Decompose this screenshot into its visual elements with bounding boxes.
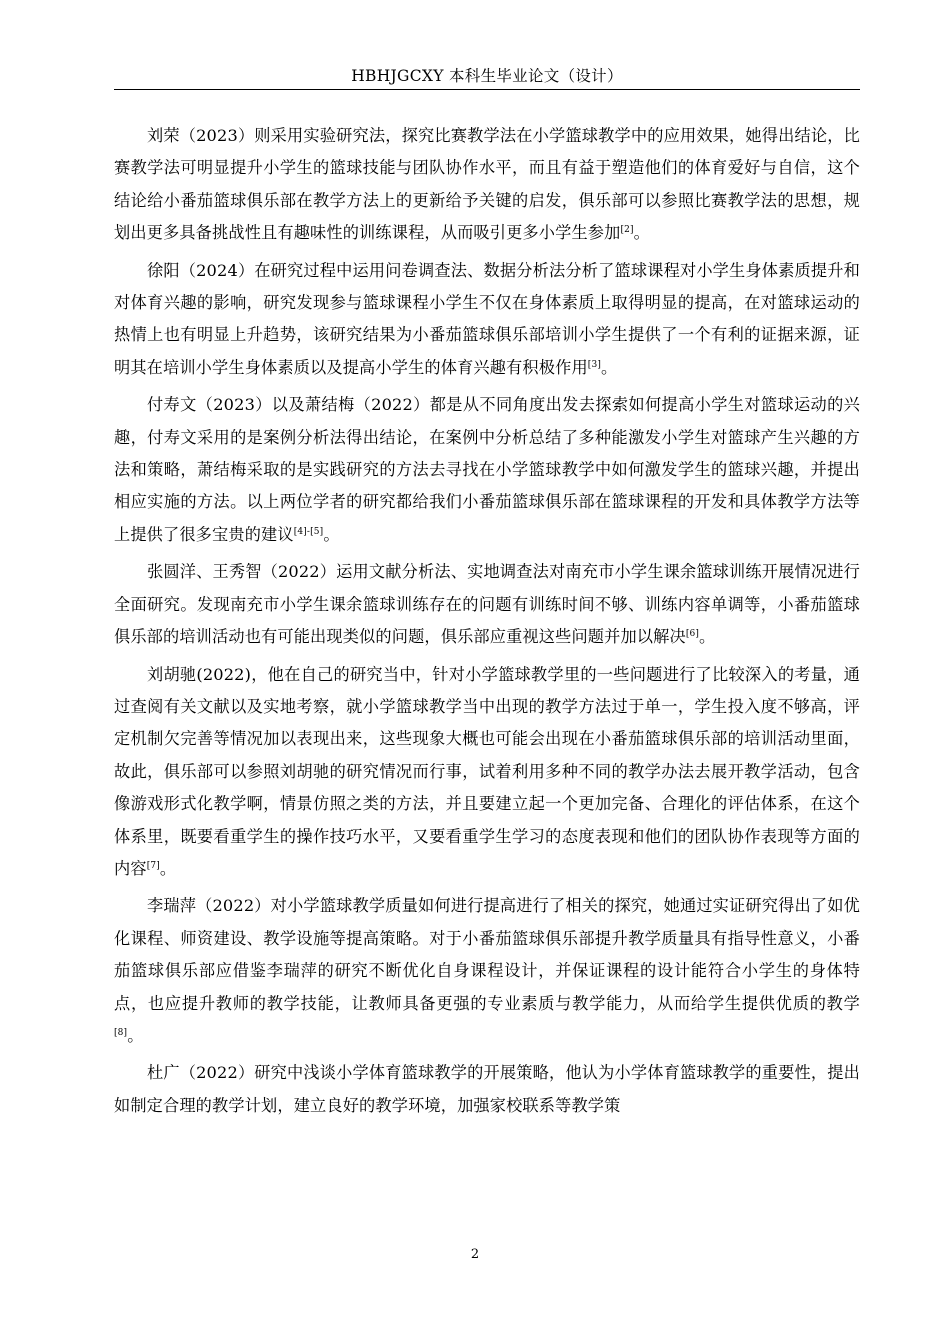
citation-ref: [3] xyxy=(587,359,601,370)
header-rule xyxy=(114,89,860,90)
citation-ref: [6] xyxy=(685,629,700,640)
paragraph-end: 。 xyxy=(323,524,340,544)
paragraph xyxy=(114,120,860,250)
paragraph-text: 刘胡驰(2022)，他在自己的研究当中，针对小学篮球教学里的一些问题进行了比较深入的考量，通过查阅有关文献以及实地考察，就小学篮球教学当中出现的教学方法过于单一，学生投入度不够高，评定机制欠完善等情况加以表现出来，这些现象大概也可能会出现在小番茄篮球俱乐部的培训活动里面，故此，俱乐部可以参照刘胡驰的研究情况而行事，试着利用多种不同的教学办法去展开教学活动，包含像游戏形式化教学啊，情景仿照之类的方法，并且要建立起一个更加完备、合理化的评估体系，在这个体系里，既要看重学生的操作技巧水平，又要看重学生学习的态度表现和他们的团队协作表现等方面的内容 xyxy=(114,664,860,878)
paragraph-text: 徐阳（2024）在研究过程中运用问卷调查法、数据分析法分析了篮球课程对小学生身体素质提升和对体育兴趣的影响，研究发现参与篮球课程小学生不仅在身体素质上取得明显的提高，在对篮球运动的热情上也有明显上升趋势，该研究结果为小番茄篮球俱乐部培训小学生提供了一个有利的证据来源，证明其在培训小学生身体素质以及提高小学生的体育兴趣有积极作用 xyxy=(114,260,860,377)
citation-ref: [7] xyxy=(146,860,160,871)
paragraph-text: 杜广（2022）研究中浅谈小学体育篮球教学的开展策略，他认为小学体育篮球教学的重要性，提出如制定合理的教学计划，建立良好的教学环境，加强家校联系等教学策 xyxy=(114,1063,860,1115)
paragraph-text: 付寿文（2023）以及萧结梅（2022）都是从不同角度出发去探索如何提高小学生对篮球运动的兴趣，付寿文采用的是案例分析法得出结论，在案例中分析总结了多种能激发小学生对篮球产生兴趣的方法和策略，萧结梅采取的是实践研究的方法去寻找在小学篮球教学中如何激发学生的篮球兴趣，并提出相应实施的方法。以上两位学者的研究都给我们小番茄篮球俱乐部在篮球课程的开发和具体教学方法等上提供了很多宝贵的建议 xyxy=(114,395,860,544)
paragraph xyxy=(114,255,860,385)
paragraph-text: 李瑞萍（2022）对小学篮球教学质量如何进行提高进行了相关的探究，她通过实证研究得出了如优化课程、师资建设、教学设施等提高策略。对于小番茄篮球俱乐部提升教学质量具有指导性意义，小番茄篮球俱乐部应借鉴李瑞萍的研究不断优化自身课程设计，并保证课程的设计能符合小学生的身体特点，也应提升教师的教学技能，让教师具备更强的专业素质与教学能力，从而给学生提供优质的教学 xyxy=(114,896,860,1013)
paragraph-end: 。 xyxy=(159,858,177,878)
paragraph xyxy=(114,389,860,551)
citation-ref: [2] xyxy=(620,225,634,236)
paragraph xyxy=(114,556,860,653)
paragraph-end: 。 xyxy=(601,357,618,377)
page-number: 2 xyxy=(470,1247,480,1262)
paragraph xyxy=(114,1057,860,1122)
paragraph xyxy=(114,890,860,1052)
paragraph-text: 刘荣（2023）则采用实验研究法，探究比赛教学法在小学篮球教学中的应用效果，她得出结论，比赛教学法可明显提升小学生的篮球技能与团队协作水平，而且有益于塑造他们的体育爱好与自信，这个结论给小番茄篮球俱乐部在教学方法上的更新给予关键的启发，俱乐部可以参照比赛教学法的思想，规划出更多具备挑战性且有趣味性的训练课程，从而吸引更多小学生参加 xyxy=(114,126,860,243)
body-text xyxy=(114,120,860,1127)
citation-ref: [4]-[5] xyxy=(293,526,324,537)
paragraph-text: 张圆洋、王秀智（2022）运用文献分析法、实地调查法对南充市小学生课余篮球训练开展情况进行全面研究。发现南充市小学生课余篮球训练存在的问题有训练时间不够、训练内容单调等，小番茄篮球俱乐部的培训活动也有可能出现类似的问题，俱乐部应重视这些问题并加以解决 xyxy=(114,562,860,647)
paragraph-end: 。 xyxy=(633,223,651,243)
citation-ref: [8] xyxy=(114,1027,128,1038)
paragraph-end: 。 xyxy=(699,627,716,647)
paragraph-end: 。 xyxy=(127,1025,144,1045)
page-header: HBHJGCXY 本科生毕业论文（设计） xyxy=(351,67,623,85)
paragraph xyxy=(114,659,860,886)
